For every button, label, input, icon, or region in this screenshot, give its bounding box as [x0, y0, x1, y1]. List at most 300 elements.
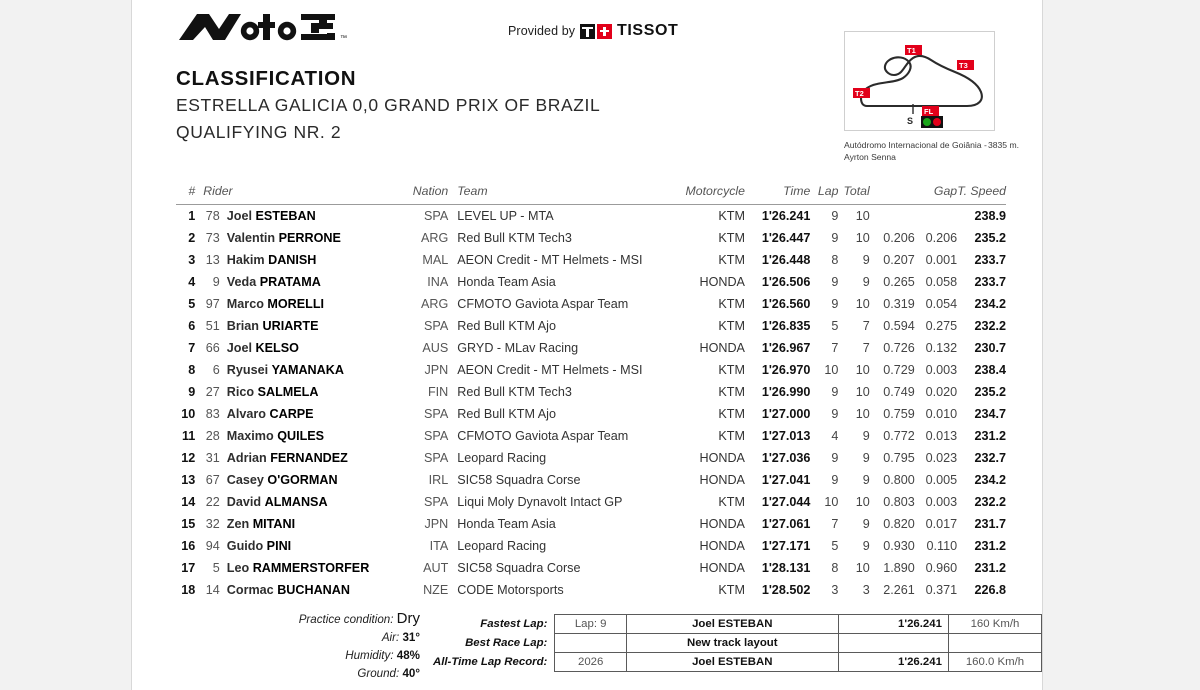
cell-gap-leader: 0.772 — [883, 428, 915, 443]
cell-total: 10 — [855, 384, 870, 399]
rider-last-name: URIARTE — [262, 318, 319, 333]
cell-gap-previous: 0.001 — [925, 252, 958, 267]
lap-record-rider: Joel ESTEBAN — [627, 615, 839, 634]
cell-nation: AUT — [423, 560, 449, 575]
rider-last-name: FERNANDEZ — [270, 450, 348, 465]
cell-gap-leader: 0.319 — [883, 296, 915, 311]
cell-position: 16 — [181, 538, 196, 553]
lap-record-lap: 2026 — [555, 653, 627, 672]
lap-record-speed: 160.0 Km/h — [948, 653, 1041, 672]
cell-lap: 9 — [831, 230, 839, 245]
cell-position: 5 — [188, 296, 196, 311]
cell-position: 10 — [181, 406, 196, 421]
rider-first-name: Zen — [226, 516, 250, 531]
cell-rider-name — [227, 469, 394, 491]
condition-value: 31° — [402, 631, 420, 644]
title-block — [176, 66, 600, 146]
cell-motorcycle: HONDA — [699, 538, 745, 553]
cell-bike-number: 73 — [205, 230, 220, 245]
cell-team: CFMOTO Gaviota Aspar Team — [457, 296, 629, 311]
cell-rider-name — [227, 337, 394, 359]
rider-first-name: Guido — [226, 538, 264, 553]
cell-top-speed: 232.2 — [974, 318, 1006, 333]
lap-record-rider: Joel ESTEBAN — [627, 653, 839, 672]
cell-gap-leader: 0.594 — [883, 318, 915, 333]
cell-total: 9 — [862, 428, 870, 443]
cell-nation: ARG — [420, 296, 449, 311]
cell-nation: SPA — [424, 208, 449, 223]
rider-first-name: Veda — [226, 274, 257, 289]
classification-rows — [176, 205, 1006, 601]
cell-lap: 10 — [824, 362, 839, 377]
cell-team: Red Bull KTM Tech3 — [457, 230, 572, 245]
lap-record-speed — [948, 634, 1041, 653]
cell-rider-name — [227, 535, 394, 557]
cell-total: 10 — [855, 230, 870, 245]
cell-time: 1'26.990 — [761, 384, 811, 399]
rider-first-name: David — [226, 494, 262, 509]
table-row — [176, 227, 1006, 249]
cell-lap: 7 — [831, 516, 839, 531]
moto3-logo — [175, 9, 350, 45]
cell-total: 3 — [862, 582, 870, 597]
cell-team: LEVEL UP - MTA — [457, 208, 554, 223]
lap-records-rows — [432, 615, 1042, 672]
circuit-name: Autódromo Internacional de Goiânia - Ayrton Senna — [844, 140, 987, 162]
cell-team: CFMOTO Gaviota Aspar Team — [457, 428, 629, 443]
cell-motorcycle: HONDA — [699, 560, 745, 575]
cell-position: 11 — [181, 428, 196, 443]
cell-rider-name — [227, 491, 394, 513]
event-name: ESTRELLA GALICIA 0,0 GRAND PRIX OF BRAZIL — [176, 95, 601, 115]
cell-top-speed: 231.2 — [974, 560, 1006, 575]
cell-top-speed: 234.2 — [974, 296, 1006, 311]
column-header-top-speed: T. Speed — [957, 184, 1006, 205]
cell-nation: SPA — [424, 318, 449, 333]
cell-total: 10 — [855, 494, 870, 509]
cell-lap: 8 — [831, 560, 839, 575]
table-row — [176, 205, 1006, 227]
tissot-logo — [580, 22, 678, 40]
cell-time: 1'27.171 — [761, 538, 811, 553]
circuit-map — [844, 31, 995, 131]
cell-motorcycle: KTM — [718, 406, 745, 421]
cell-top-speed: 231.7 — [974, 516, 1006, 531]
cell-gap-leader: 0.795 — [883, 450, 915, 465]
cell-nation: AUS — [422, 340, 449, 355]
cell-bike-number: 28 — [205, 428, 220, 443]
cell-gap-leader: 0.749 — [883, 384, 915, 399]
cell-gap-leader: 2.261 — [883, 582, 915, 597]
marker-start-label: S — [907, 116, 914, 126]
rider-last-name: ESTEBAN — [255, 208, 316, 223]
condition-row — [176, 647, 420, 665]
cell-top-speed: 232.2 — [974, 494, 1006, 509]
cell-lap: 10 — [824, 494, 839, 509]
rider-first-name: Hakim — [226, 252, 265, 267]
cell-lap: 9 — [831, 384, 839, 399]
cell-rider-name — [227, 425, 394, 447]
cell-team: GRYD - MLav Racing — [457, 340, 579, 355]
column-header-rider: Rider — [195, 184, 394, 205]
provided-by-label: Provided by — [508, 24, 576, 38]
cell-lap: 9 — [831, 274, 839, 289]
column-header-motorcycle: Motorcycle — [676, 184, 753, 205]
lap-record-row — [432, 653, 1042, 672]
cell-gap-previous: 0.132 — [925, 340, 958, 355]
cell-gap-previous: 0.013 — [925, 428, 958, 443]
cell-position: 14 — [181, 494, 196, 509]
tissot-t-icon — [580, 24, 595, 39]
cell-time: 1'27.036 — [761, 450, 811, 465]
cell-position: 3 — [188, 252, 196, 267]
table-row — [176, 337, 1006, 359]
cell-time: 1'27.013 — [761, 428, 811, 443]
cell-top-speed: 231.2 — [974, 538, 1006, 553]
cell-position: 9 — [188, 384, 196, 399]
condition-value: Dry — [396, 610, 420, 627]
document-page — [131, 0, 1043, 690]
cell-nation: SPA — [424, 406, 449, 421]
cell-bike-number: 14 — [205, 582, 220, 597]
table-row — [176, 271, 1006, 293]
cell-bike-number: 31 — [205, 450, 220, 465]
cell-gap-leader: 0.803 — [883, 494, 915, 509]
cell-total: 9 — [862, 274, 870, 289]
column-header-total: Total — [838, 184, 869, 205]
cell-total: 7 — [862, 318, 870, 333]
cell-total: 9 — [862, 516, 870, 531]
column-header-nation: Nation — [394, 184, 457, 205]
cell-top-speed: 235.2 — [974, 230, 1006, 245]
cell-bike-number: 13 — [205, 252, 220, 267]
lap-record-lap — [555, 634, 627, 653]
circuit-length: 3835 m. — [987, 140, 1019, 150]
rider-first-name: Brian — [226, 318, 259, 333]
cell-gap-leader: 0.206 — [883, 230, 915, 245]
cell-motorcycle: HONDA — [699, 472, 745, 487]
lap-record-row — [432, 634, 1042, 653]
table-row — [176, 579, 1006, 601]
column-header-lap: Lap — [810, 184, 838, 205]
cell-nation: SPA — [424, 450, 449, 465]
cell-time: 1'26.560 — [761, 296, 811, 311]
rider-first-name: Adrian — [226, 450, 267, 465]
cell-total: 10 — [855, 208, 870, 223]
cell-nation: ITA — [429, 538, 449, 553]
cell-time: 1'26.835 — [761, 318, 811, 333]
condition-label: Practice condition: — [298, 613, 394, 626]
cell-motorcycle: HONDA — [699, 340, 745, 355]
cell-gap-previous: 0.058 — [925, 274, 958, 289]
marker-t2-label: T2 — [855, 89, 864, 98]
cell-team: CODE Motorsports — [457, 582, 564, 597]
cell-motorcycle: HONDA — [699, 516, 745, 531]
cell-gap-leader: 0.729 — [883, 362, 915, 377]
condition-value: 40° — [402, 667, 420, 680]
cell-total: 7 — [862, 340, 870, 355]
marker-t3-label: T3 — [959, 61, 968, 70]
cell-lap: 9 — [831, 296, 839, 311]
cell-position: 18 — [181, 582, 196, 597]
cell-team: Honda Team Asia — [457, 516, 556, 531]
cell-rider-name — [227, 513, 394, 535]
marker-fl-label: FL — [924, 107, 934, 116]
cell-lap: 7 — [831, 340, 839, 355]
rider-last-name: CARPE — [269, 406, 314, 421]
rider-first-name: Ryusei — [226, 362, 269, 377]
cell-bike-number: 9 — [212, 274, 220, 289]
rider-last-name: KELSO — [255, 340, 299, 355]
cell-rider-name — [227, 315, 394, 337]
cell-gap-previous: 0.275 — [925, 318, 958, 333]
cell-lap: 9 — [831, 208, 839, 223]
cell-top-speed: 234.7 — [974, 406, 1006, 421]
cell-total: 9 — [862, 252, 870, 267]
column-header-team: Team — [457, 184, 676, 205]
cell-lap: 5 — [831, 318, 839, 333]
cell-lap: 5 — [831, 538, 839, 553]
tissot-wordmark: TISSOT — [617, 22, 679, 39]
lap-record-lap: Lap: 9 — [555, 615, 627, 634]
cell-position: 17 — [181, 560, 196, 575]
cell-lap: 3 — [831, 582, 839, 597]
cell-team: Leopard Racing — [457, 450, 547, 465]
cell-team: Leopard Racing — [457, 538, 547, 553]
cell-nation: NZE — [423, 582, 449, 597]
rider-last-name: PERRONE — [278, 230, 341, 245]
table-row — [176, 425, 1006, 447]
cell-nation: MAL — [422, 252, 449, 267]
condition-label: Ground: — [357, 667, 400, 680]
cell-position: 2 — [188, 230, 196, 245]
cell-gap-leader — [870, 205, 915, 227]
rider-last-name: YAMANAKA — [271, 362, 344, 377]
cell-time: 1'28.502 — [761, 582, 811, 597]
cell-total: 10 — [855, 406, 870, 421]
cell-gap-leader: 0.265 — [883, 274, 915, 289]
condition-row — [176, 610, 420, 629]
cell-team: Honda Team Asia — [457, 274, 556, 289]
lap-record-rider: New track layout — [627, 634, 839, 653]
rider-last-name: DANISH — [268, 252, 317, 267]
rider-first-name: Joel — [226, 208, 252, 223]
table-row — [176, 491, 1006, 513]
cell-time: 1'26.447 — [761, 230, 811, 245]
cell-gap-previous: 0.206 — [925, 230, 958, 245]
cell-position: 1 — [188, 208, 196, 223]
cell-time: 1'26.241 — [761, 208, 811, 223]
cell-bike-number: 78 — [205, 208, 220, 223]
cell-gap-previous: 0.371 — [925, 582, 958, 597]
rider-last-name: QUILES — [277, 428, 325, 443]
cell-bike-number: 27 — [205, 384, 220, 399]
cell-total: 10 — [855, 560, 870, 575]
table-row — [176, 469, 1006, 491]
table-row — [176, 447, 1006, 469]
lap-record-label: Fastest Lap: — [480, 618, 548, 630]
cell-nation: ARG — [420, 230, 449, 245]
classification-table — [176, 184, 1006, 601]
cell-position: 4 — [188, 274, 196, 289]
cell-gap-previous: 0.054 — [925, 296, 958, 311]
cell-rider-name — [227, 403, 394, 425]
column-header-time: Time — [753, 184, 810, 205]
cell-bike-number: 67 — [205, 472, 220, 487]
cell-bike-number: 5 — [212, 560, 220, 575]
cell-top-speed: 238.9 — [974, 208, 1006, 223]
cell-gap-leader: 0.759 — [883, 406, 915, 421]
cell-lap: 4 — [831, 428, 839, 443]
cell-top-speed: 230.7 — [974, 340, 1006, 355]
lap-record-label: All-Time Lap Record: — [433, 656, 548, 668]
cell-time: 1'27.061 — [761, 516, 811, 531]
rider-first-name: Alvaro — [226, 406, 266, 421]
table-row — [176, 403, 1006, 425]
rider-last-name: PRATAMA — [259, 274, 321, 289]
page-title: CLASSIFICATION — [176, 67, 357, 90]
cell-position: 15 — [181, 516, 196, 531]
table-header-row — [176, 184, 1006, 205]
rider-first-name: Rico — [226, 384, 255, 399]
cell-position: 13 — [181, 472, 196, 487]
cell-rider-name — [227, 381, 394, 403]
cell-time: 1'27.041 — [761, 472, 811, 487]
cell-team: Red Bull KTM Ajo — [457, 318, 556, 333]
cell-gap-previous: 0.003 — [925, 494, 958, 509]
cell-motorcycle: KTM — [718, 318, 745, 333]
cell-time: 1'26.970 — [761, 362, 811, 377]
cell-total: 10 — [855, 296, 870, 311]
cell-gap-leader: 0.207 — [883, 252, 915, 267]
cell-top-speed: 232.7 — [974, 450, 1006, 465]
table-row — [176, 249, 1006, 271]
cell-gap-leader: 0.726 — [883, 340, 915, 355]
cell-team: Red Bull KTM Tech3 — [457, 384, 572, 399]
cell-motorcycle: KTM — [718, 428, 745, 443]
rider-last-name: MITANI — [252, 516, 296, 531]
cell-team: AEON Credit - MT Helmets - MSI — [457, 252, 643, 267]
lap-record-time: 1'26.241 — [838, 653, 948, 672]
cell-time: 1'28.131 — [761, 560, 811, 575]
swiss-cross-icon — [597, 24, 612, 39]
cell-motorcycle: KTM — [718, 252, 745, 267]
cell-motorcycle: KTM — [718, 582, 745, 597]
table-row — [176, 535, 1006, 557]
rider-last-name: SALMELA — [257, 384, 319, 399]
lap-record-time — [838, 634, 948, 653]
cell-time: 1'26.967 — [761, 340, 811, 355]
cell-bike-number: 83 — [205, 406, 220, 421]
cell-gap-previous: 0.110 — [926, 538, 958, 553]
cell-bike-number: 6 — [212, 362, 220, 377]
cell-nation: SPA — [424, 494, 449, 509]
condition-row — [176, 665, 420, 683]
cell-rider-name — [227, 249, 394, 271]
cell-nation: IRL — [428, 472, 449, 487]
cell-nation: JPN — [424, 362, 449, 377]
table-row — [176, 293, 1006, 315]
cell-lap: 9 — [831, 450, 839, 465]
cell-total: 10 — [855, 362, 870, 377]
cell-total: 9 — [862, 472, 870, 487]
condition-row — [176, 629, 420, 647]
cell-team: Liqui Moly Dynavolt Intact GP — [457, 494, 623, 509]
rider-first-name: Maximo — [226, 428, 274, 443]
cell-position: 6 — [188, 318, 196, 333]
circuit-caption — [844, 140, 1019, 163]
condition-label: Air: — [381, 631, 400, 644]
cell-gap-leader: 0.930 — [883, 538, 915, 553]
rider-first-name: Valentin — [226, 230, 276, 245]
cell-gap-leader: 0.820 — [883, 516, 915, 531]
cell-top-speed: 231.2 — [974, 428, 1006, 443]
rider-first-name: Marco — [226, 296, 264, 311]
session-name: QUALIFYING NR. 2 — [176, 122, 342, 142]
cell-top-speed: 233.7 — [974, 252, 1006, 267]
cell-rider-name — [227, 557, 394, 579]
rider-first-name: Joel — [226, 340, 252, 355]
table-row — [176, 359, 1006, 381]
cell-motorcycle: KTM — [718, 296, 745, 311]
cell-gap-leader: 1.890 — [883, 560, 915, 575]
cell-motorcycle: KTM — [718, 384, 745, 399]
cell-gap-previous: 0.003 — [925, 362, 958, 377]
lap-record-row — [432, 615, 1042, 634]
cell-motorcycle: KTM — [718, 494, 745, 509]
cell-motorcycle: KTM — [718, 362, 745, 377]
table-row — [176, 315, 1006, 337]
rider-last-name: MORELLI — [267, 296, 325, 311]
cell-time: 1'27.000 — [761, 406, 811, 421]
column-header-position: # — [176, 184, 195, 205]
rider-last-name: PINI — [266, 538, 292, 553]
cell-team: AEON Credit - MT Helmets - MSI — [457, 362, 643, 377]
cell-position: 8 — [188, 362, 196, 377]
rider-last-name: RAMMERSTORFER — [252, 560, 370, 575]
cell-time: 1'26.506 — [761, 274, 811, 289]
svg-text:™: ™ — [340, 35, 347, 42]
session-conditions — [176, 610, 420, 683]
lap-record-label: Best Race Lap: — [465, 637, 548, 649]
cell-nation: INA — [427, 274, 449, 289]
cell-time: 1'26.448 — [761, 252, 811, 267]
cell-bike-number: 94 — [205, 538, 220, 553]
cell-lap: 9 — [831, 472, 839, 487]
cell-gap-previous: 0.010 — [925, 406, 958, 421]
cell-nation: FIN — [427, 384, 449, 399]
table-row — [176, 557, 1006, 579]
cell-position: 7 — [188, 340, 196, 355]
cell-bike-number: 22 — [205, 494, 220, 509]
rider-first-name: Leo — [226, 560, 250, 575]
cell-motorcycle: KTM — [718, 230, 745, 245]
rider-first-name: Cormac — [226, 582, 274, 597]
condition-label: Humidity: — [345, 649, 394, 662]
rider-last-name: BUCHANAN — [277, 582, 350, 597]
cell-top-speed: 233.7 — [974, 274, 1006, 289]
rider-first-name: Casey — [226, 472, 264, 487]
cell-gap-previous: 0.023 — [925, 450, 958, 465]
cell-top-speed: 238.4 — [974, 362, 1006, 377]
cell-bike-number: 51 — [205, 318, 220, 333]
cell-team: Red Bull KTM Ajo — [457, 406, 556, 421]
cell-rider-name — [227, 359, 394, 381]
cell-motorcycle: KTM — [718, 208, 745, 223]
cell-position: 12 — [181, 450, 196, 465]
cell-team: SIC58 Squadra Corse — [457, 560, 581, 575]
lap-records — [432, 614, 1042, 672]
